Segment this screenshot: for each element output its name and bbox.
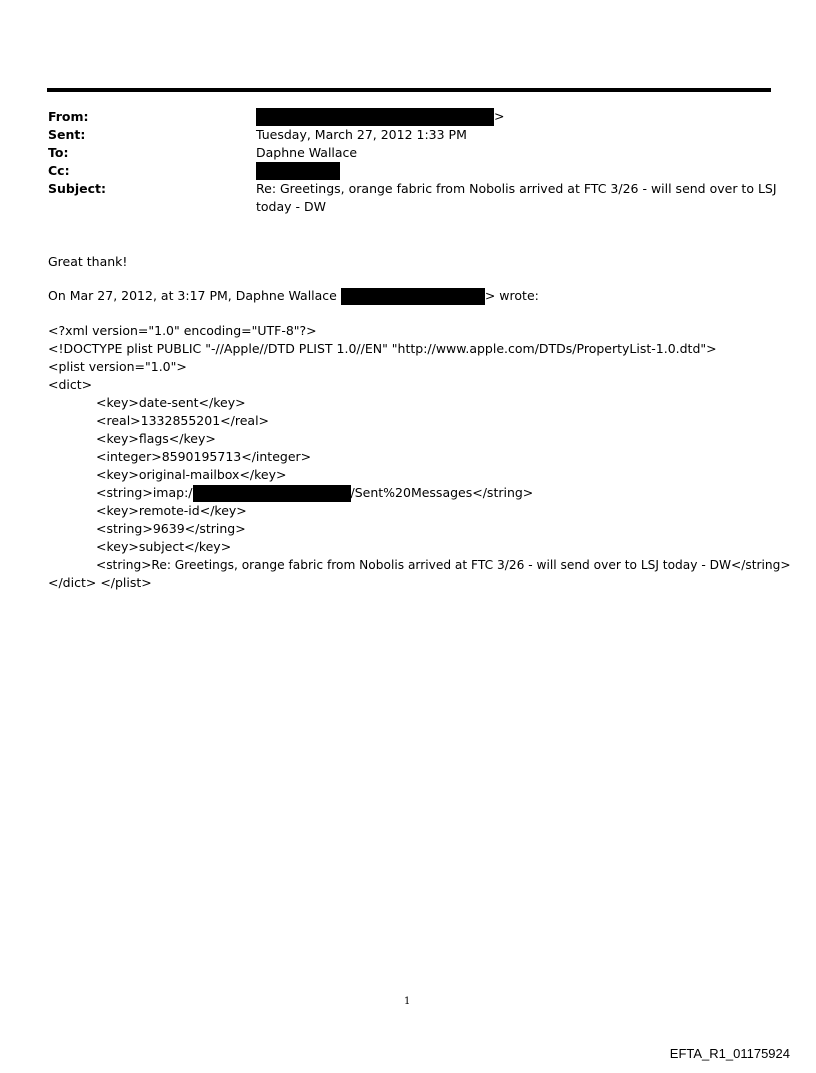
- header-rule: [47, 88, 771, 92]
- redaction-block: [256, 108, 494, 126]
- subject-label: Subject:: [48, 181, 106, 196]
- quote-intro: [48, 287, 539, 305]
- plist-open: <plist version="1.0">: [48, 359, 187, 374]
- from-value: [256, 107, 504, 126]
- sent-value: Tuesday, March 27, 2012 1:33 PM: [256, 127, 467, 142]
- from-suffix: >: [494, 108, 505, 124]
- xml-declaration: <?xml version="1.0" encoding="UTF-8"?>: [48, 323, 317, 338]
- remote-id-string: <string>9639</string>: [96, 521, 246, 536]
- redaction-block: [256, 162, 340, 180]
- subject-value-line2: today - DW: [256, 199, 326, 214]
- quote-intro-prefix: On Mar 27, 2012, at 3:17 PM, Daphne Wallace: [48, 288, 337, 303]
- redaction-block: [193, 485, 351, 502]
- cc-label: Cc:: [48, 163, 70, 178]
- imap-string: [96, 484, 533, 502]
- dict-close: </dict> </plist>: [48, 575, 152, 590]
- greeting: Great thank!: [48, 254, 128, 269]
- document-id: EFTA_R1_01175924: [669, 1046, 790, 1061]
- real-value: <real>1332855201</real>: [96, 413, 270, 428]
- from-label: From:: [48, 109, 89, 124]
- cc-value: [256, 161, 340, 180]
- subject-value-line1: Re: Greetings, orange fabric from Nobolis arrived at FTC 3/26 - will send over to LSJ: [256, 181, 777, 196]
- imap-prefix: <string>imap:/: [96, 485, 193, 500]
- integer-value: <integer>8590195713</integer>: [96, 449, 312, 464]
- page-number: 1: [404, 996, 411, 1007]
- imap-suffix: /Sent%20Messages</string>: [350, 485, 534, 500]
- sent-label: Sent:: [48, 127, 86, 142]
- key-remote-id: <key>remote-id</key>: [96, 503, 247, 518]
- to-value: Daphne Wallace: [256, 145, 358, 160]
- key-date-sent: <key>date-sent</key>: [96, 395, 246, 410]
- quote-intro-suffix: > wrote:: [484, 288, 539, 303]
- key-flags: <key>flags</key>: [96, 431, 216, 446]
- key-original-mailbox: <key>original-mailbox</key>: [96, 467, 287, 482]
- dict-open: <dict>: [48, 377, 93, 392]
- redaction-block: [341, 288, 485, 305]
- to-label: To:: [48, 145, 69, 160]
- subject-string: <string>Re: Greetings, orange fabric from Nobolis arrived at FTC 3/26 - will send over to LSJ today - DW</string>: [96, 558, 791, 572]
- key-subject: <key>subject</key>: [96, 539, 232, 554]
- doctype-line: <!DOCTYPE plist PUBLIC "-//Apple//DTD PLIST 1.0//EN" "http://www.apple.com/DTDs/PropertyList-1.0.dtd">: [48, 341, 717, 356]
